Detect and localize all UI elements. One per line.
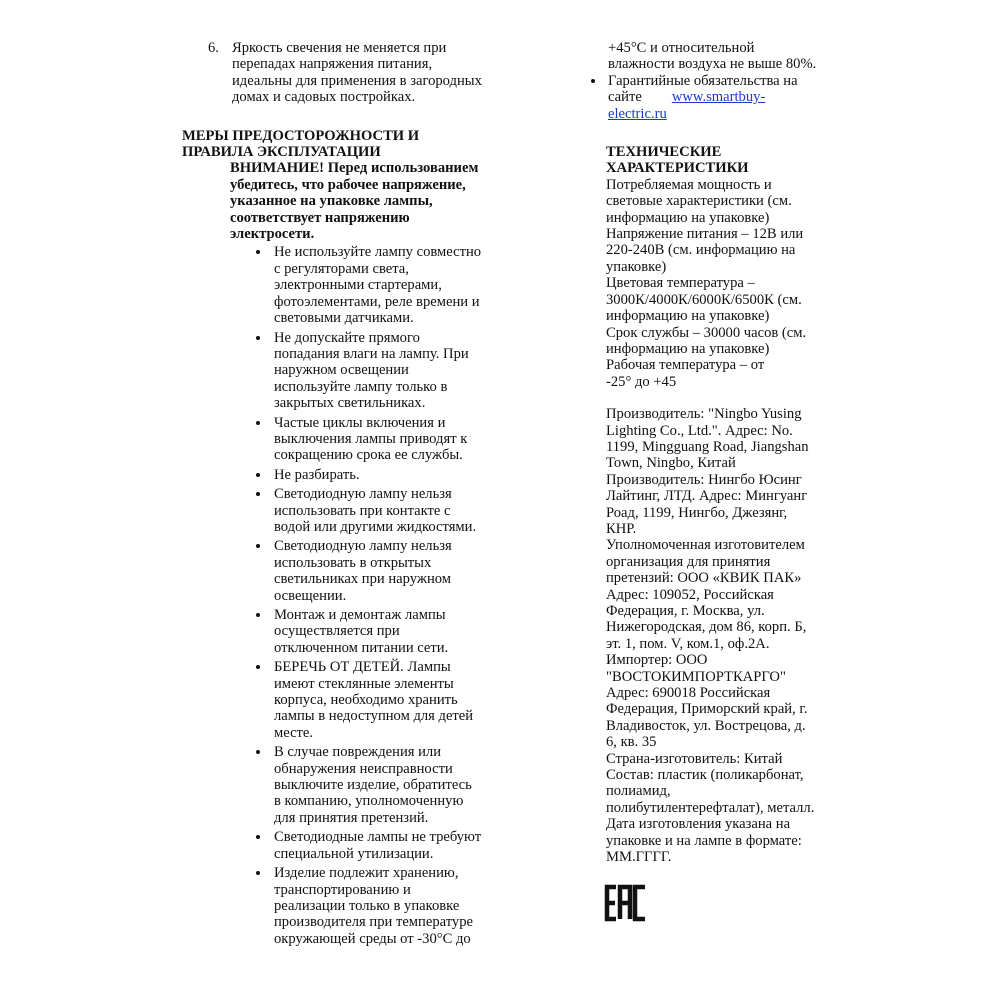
precautions-heading xyxy=(182,128,482,161)
text-line: осуществляется при xyxy=(274,623,400,640)
bullet-icon xyxy=(591,79,595,83)
text-line: 6, кв. 35 xyxy=(606,734,657,751)
text-line: 3000К/4000К/6000К/6500К (см. xyxy=(606,291,802,308)
list-item xyxy=(182,538,482,604)
text-line: Светодиодные лампы не требуют xyxy=(274,829,482,846)
text-line: Гарантийные обязательства на xyxy=(608,72,798,89)
list-item xyxy=(182,829,482,862)
list-item xyxy=(182,486,482,535)
spacer xyxy=(588,390,820,406)
text-line: Частые циклы включения и xyxy=(274,414,446,431)
text-line: -25° до +45 xyxy=(606,373,677,390)
bullet-icon xyxy=(256,492,260,496)
text-line: выключите изделие, обратитесь xyxy=(274,777,472,794)
text-line: светильниках при наружном xyxy=(274,571,452,588)
warning-line: соответствует напряжению xyxy=(230,209,410,226)
text-line: Адрес: 690018 Российская xyxy=(606,685,771,702)
text-line: окружающей среды от -30°С до xyxy=(274,930,471,947)
text-line: упаковке и на лампе в формате: xyxy=(606,832,802,849)
text-line: Импортер: ООО xyxy=(606,652,708,669)
text-line: Светодиодную лампу нельзя xyxy=(274,538,452,555)
text-line: перепадах напряжения питания, xyxy=(232,56,433,73)
text-line: информацию на упаковке) xyxy=(606,340,770,357)
text-line: лампы в недоступном для детей xyxy=(274,708,474,725)
text-line: Срок службы – 30000 часов (см. xyxy=(606,324,807,341)
text-line: Федерация, Приморский край, г. xyxy=(606,701,808,718)
text-line: специальной утилизации. xyxy=(274,845,434,862)
warning-line: указанное на упаковке лампы, xyxy=(230,193,433,210)
text-line: используйте лампу только в xyxy=(274,378,448,395)
warning-paragraph xyxy=(230,160,482,242)
bullet-icon xyxy=(256,544,260,548)
text-line: Потребляемая мощность и xyxy=(606,176,772,193)
text-line: для принятия претензий. xyxy=(274,809,429,826)
text-line: информацию на упаковке) xyxy=(606,209,770,226)
text-line: сокращению срока ее службы. xyxy=(274,447,463,464)
text-line: Не допускайте прямого xyxy=(274,329,420,346)
text-line: Уполномоченная изготовителем xyxy=(606,537,805,554)
text-line: попадания влаги на лампу. При xyxy=(274,345,469,362)
text-line: Состав: пластик (поликарбонат, xyxy=(606,767,804,784)
list-item xyxy=(182,330,482,412)
text-line: БЕРЕЧЬ ОТ ДЕТЕЙ. Лампы xyxy=(274,659,451,676)
text-line: Монтаж и демонтаж лампы xyxy=(274,607,446,623)
text-line: КНР. xyxy=(606,520,637,537)
list-item xyxy=(182,744,482,826)
text-line: использовать в открытых xyxy=(274,554,432,571)
producer-info xyxy=(588,406,820,865)
text-line: Не разбирать. xyxy=(274,466,360,483)
text-line: световыми датчиками. xyxy=(274,310,414,327)
warning-line: электросети. xyxy=(230,226,315,243)
text-line: Светодиодную лампу нельзя xyxy=(274,486,452,503)
text-fragment: сайте xyxy=(608,89,642,106)
text-line: отключенном питании сети. xyxy=(274,639,449,656)
text-line: Дата изготовления указана на xyxy=(606,816,791,833)
left-column xyxy=(182,40,482,950)
text-line: полибутилентерефталат), металл. xyxy=(606,799,815,816)
precautions-list xyxy=(182,244,482,947)
website-link[interactable]: www.smartbuy-electric.ru xyxy=(608,89,766,122)
text-line: транспортированию и xyxy=(274,881,411,898)
numbered-item-text xyxy=(232,40,482,106)
text-line: производителя при температуре xyxy=(274,914,473,931)
text-line: Нижегородская, дом 86, корп. Б, xyxy=(606,619,807,636)
text-line: Лайтинг, ЛТД. Адрес: Мингуанг xyxy=(606,488,808,505)
text-line: Напряжение питания – 12В или xyxy=(606,226,804,243)
text-line: имеют стеклянные элементы xyxy=(274,675,454,692)
specs-text xyxy=(588,177,820,390)
text-line: Lighting Co., Ltd.". Адрес: No. xyxy=(606,422,793,439)
warranty-site-line xyxy=(608,89,820,122)
text-line: Роад, 1199, Нингбо, Джезянг, xyxy=(606,504,788,521)
text-line: упаковке) xyxy=(606,258,667,275)
text-line: корпуса, необходимо хранить xyxy=(274,692,458,709)
bullet-icon xyxy=(256,835,260,839)
text-line: электронными стартерами, xyxy=(274,277,442,294)
text-line: обнаружения неисправности xyxy=(274,760,453,777)
list-item xyxy=(182,415,482,464)
bullet-icon xyxy=(256,871,260,875)
text-line: +45°С и относительной xyxy=(608,40,755,56)
numbered-item-6 xyxy=(182,40,482,106)
text-line: Производитель: Нингбо Юсинг xyxy=(606,471,802,488)
bullet-icon xyxy=(256,473,260,477)
text-line: Не используйте лампу совместно xyxy=(274,244,482,261)
eac-certification-icon xyxy=(604,884,648,922)
text-line: месте. xyxy=(274,724,314,741)
text-line: домах и садовых постройках. xyxy=(232,89,416,106)
text-line: выключения лампы приводят к xyxy=(274,430,468,447)
text-line: Страна-изготовитель: Китай xyxy=(606,750,783,767)
text-line: ММ.ГГГГ. xyxy=(606,849,672,866)
bullet-icon xyxy=(256,336,260,340)
bullet-icon xyxy=(256,250,260,254)
text-line: Яркость свечения не меняется при xyxy=(232,40,447,56)
text-line: В случае повреждения или xyxy=(274,744,442,761)
text-line: Town, Ningbo, Китай xyxy=(606,455,736,472)
text-line: закрытых светильниках. xyxy=(274,395,426,412)
text-line: Цветовая температура – xyxy=(606,275,755,292)
heading-line: ТЕХНИЧЕСКИЕ xyxy=(606,144,722,161)
bullet-icon xyxy=(256,750,260,754)
specs-heading xyxy=(588,144,820,177)
text-line: идеальны для применения в загородных xyxy=(232,72,482,89)
text-line: Федерация, г. Москва, ул. xyxy=(606,603,765,619)
text-line: Изделие подлежит хранению, xyxy=(274,865,459,882)
right-column xyxy=(588,40,820,866)
text-line: Рабочая температура – от xyxy=(606,357,765,374)
heading-line: ПРАВИЛА ЭКСПЛУАТАЦИИ xyxy=(182,144,381,161)
text-line: с регуляторами света, xyxy=(274,260,409,277)
list-item xyxy=(182,659,482,741)
temperature-continuation xyxy=(588,40,820,73)
text-line: освещении. xyxy=(274,587,347,604)
text-line: реализации только в упаковке xyxy=(274,897,460,914)
text-line: информацию на упаковке) xyxy=(606,308,770,325)
bullet-icon xyxy=(256,613,260,617)
text-line: Адрес: 109052, Российская xyxy=(606,586,774,603)
list-item xyxy=(182,467,482,483)
text-line: организация для принятия xyxy=(606,553,771,570)
heading-line: ХАРАКТЕРИСТИКИ xyxy=(606,160,749,177)
text-line: наружном освещении xyxy=(274,362,409,379)
warning-line: ВНИМАНИЕ! Перед использованием xyxy=(230,160,479,177)
heading-line: МЕРЫ ПРЕДОСТОРОЖНОСТИ И xyxy=(182,127,420,144)
text-line: Владивосток, ул. Вострецова, д. xyxy=(606,717,806,734)
text-line: фотоэлементами, реле времени и xyxy=(274,293,480,310)
warning-line: убедитесь, что рабочее напряжение, xyxy=(230,176,466,193)
bullet-icon xyxy=(256,665,260,669)
text-line: эт. 1, пом. V, ком.1, оф.2А. xyxy=(606,635,770,652)
list-item xyxy=(182,865,482,947)
list-item xyxy=(182,607,482,656)
list-item xyxy=(182,244,482,326)
warranty-item xyxy=(588,73,820,122)
text-line: Производитель: "Ningbo Yusing xyxy=(606,406,802,423)
item-number: 6. xyxy=(208,40,219,56)
text-line: в компанию, уполномоченную xyxy=(274,793,464,810)
text-line: световые характеристики (см. xyxy=(606,193,792,210)
text-line: полиамид, xyxy=(606,783,671,800)
text-line: использовать при контакте с xyxy=(274,502,451,519)
text-line: влажности воздуха не выше 80%. xyxy=(608,56,817,73)
text-line: 220-240В (см. информацию на xyxy=(606,242,796,259)
bullet-icon xyxy=(256,421,260,425)
text-line: 1199, Mingguang Road, Jiangshan xyxy=(606,438,809,455)
text-line: водой или другими жидкостями. xyxy=(274,518,477,535)
text-line: претензий: ООО «КВИК ПАК» xyxy=(606,570,802,587)
text-line: "ВОСТОКИМПОРТКАРГО" xyxy=(606,668,786,685)
